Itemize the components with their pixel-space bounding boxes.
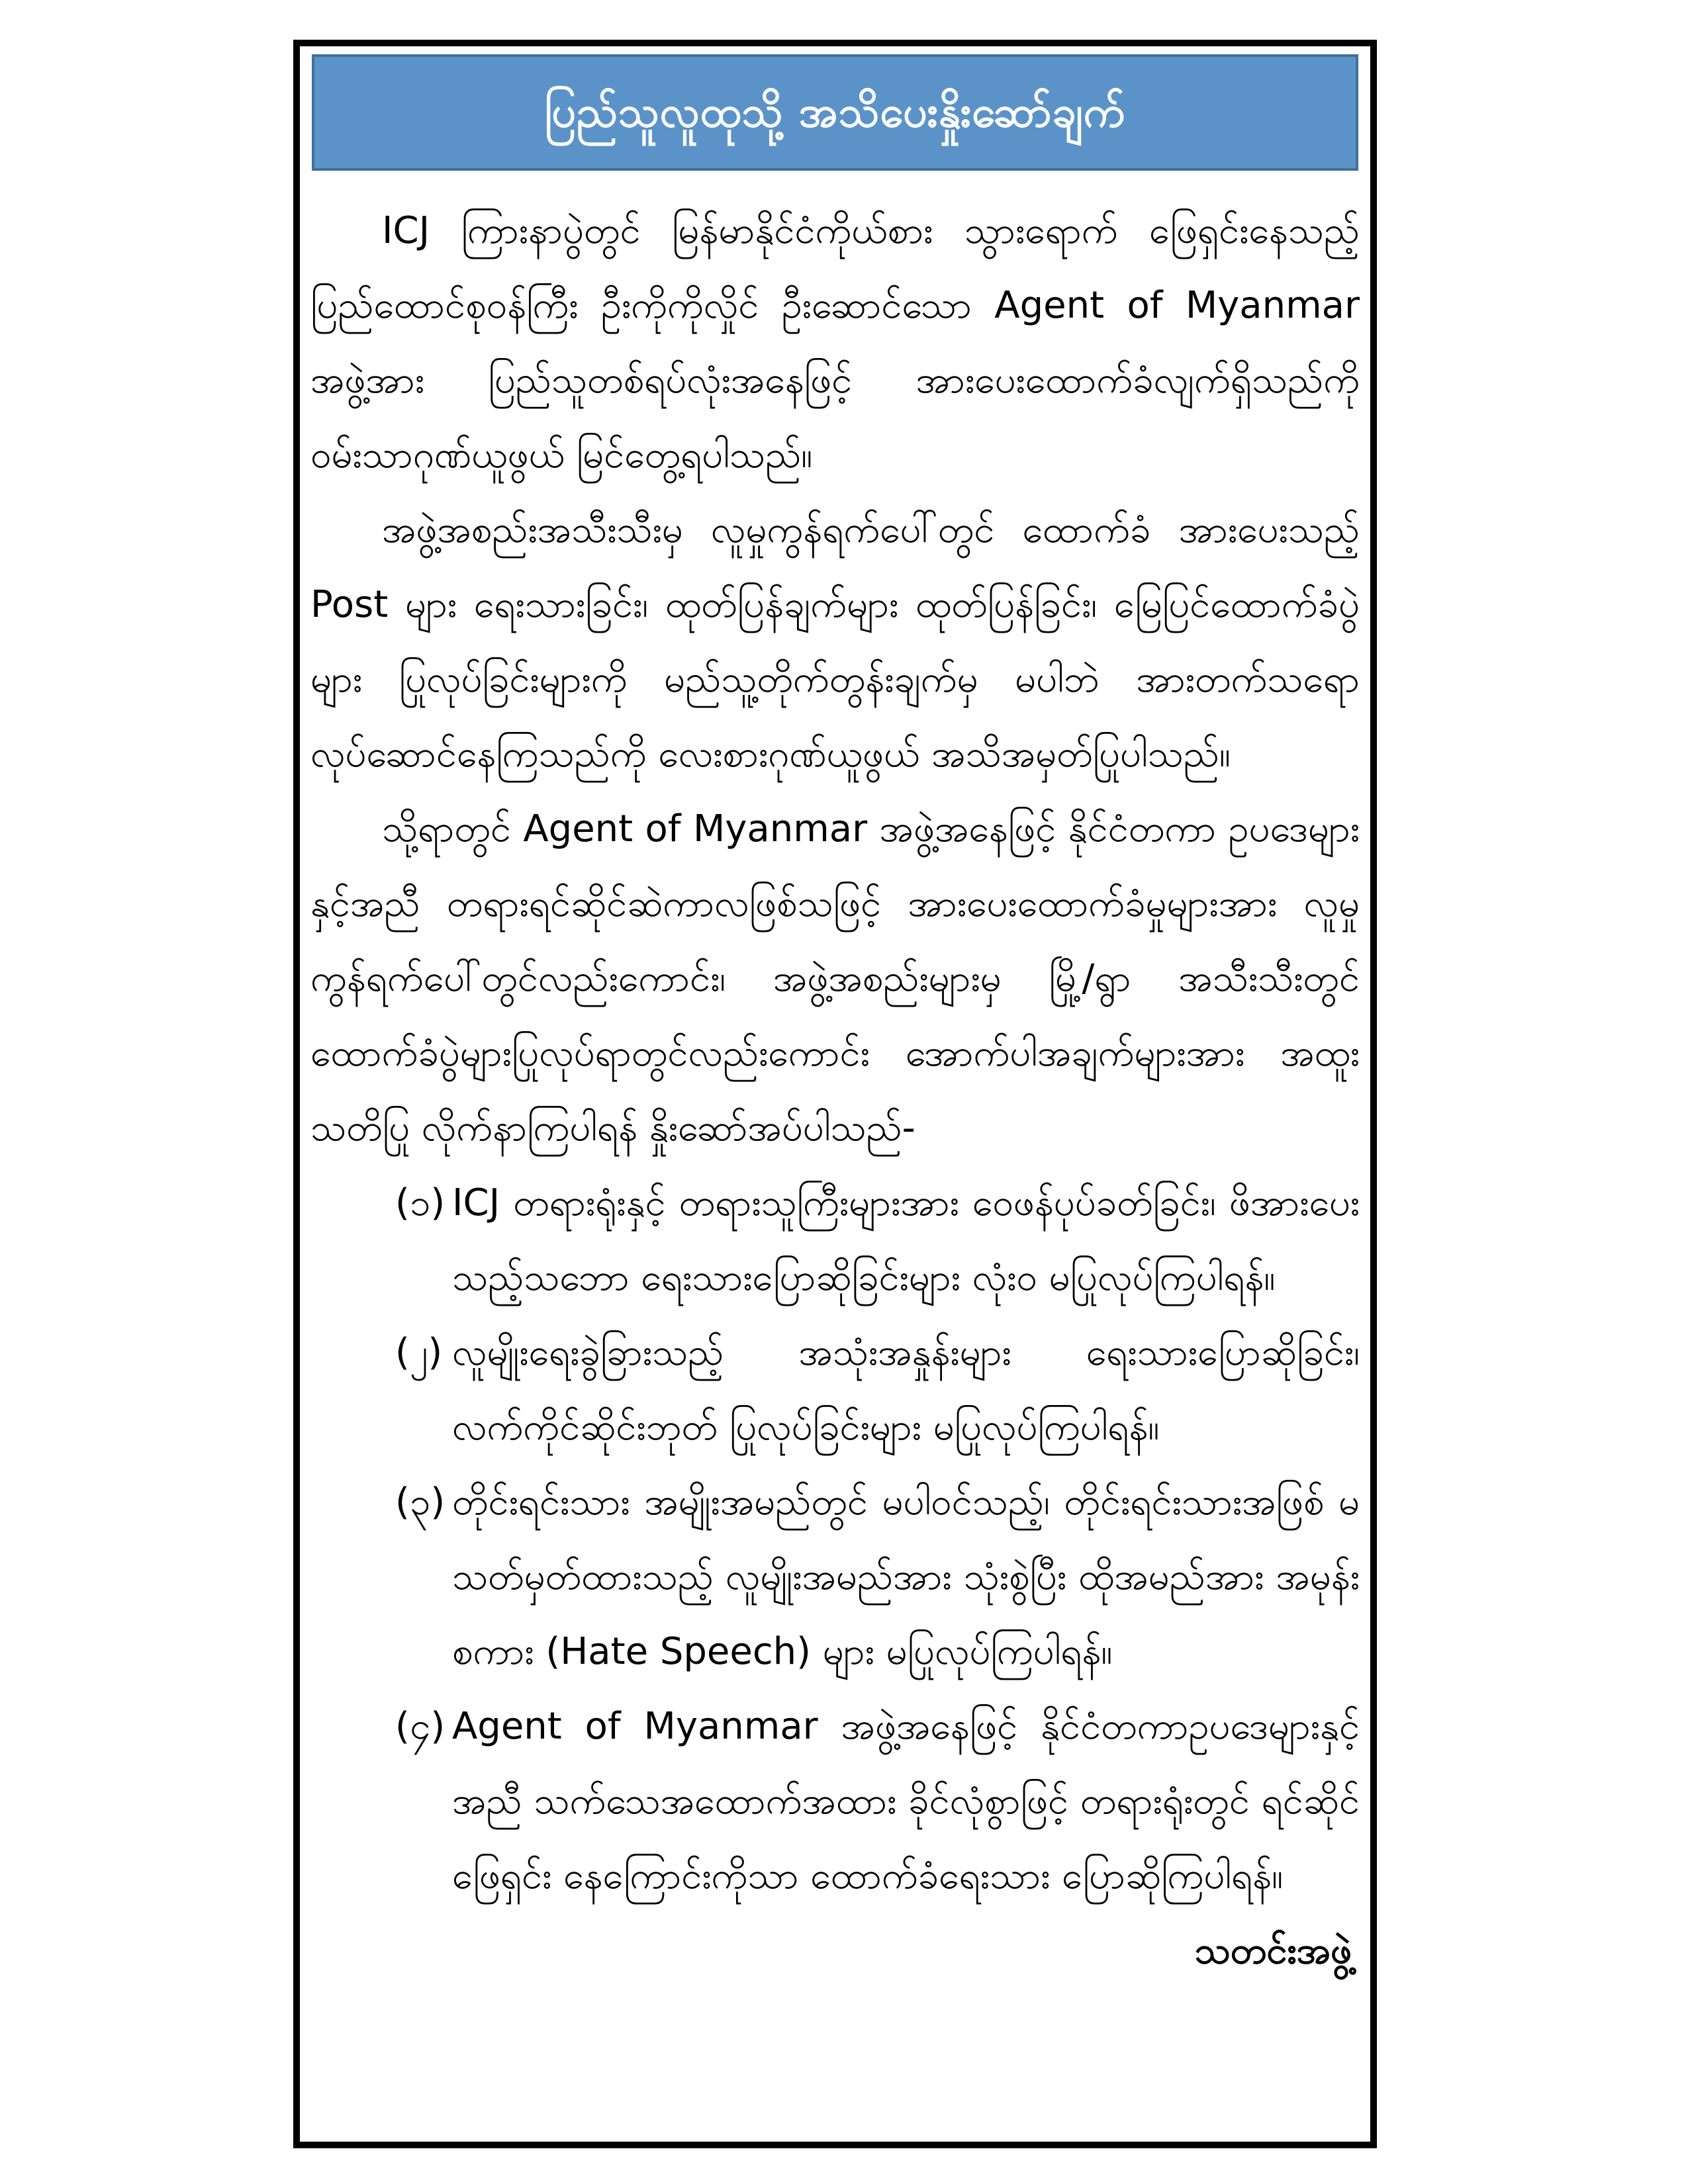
page-title: ပြည်သူလူထုသို့ အသိပေးနှိုးဆော်ချက် [544,87,1126,137]
list-item-2 [395,1315,1360,1465]
list-item-1-number: (၁) [395,1181,445,1224]
list-item-4 [395,1689,1360,1913]
list-item-2-text: လူမျိုးရေးခွဲခြားသည့် အသုံးအနှုန်းများ ရေးသားပြောဆိုခြင်း၊ လက်ကိုင်ဆိုင်းဘုတ် ပြုလုပ်ခြင်းများ မပြုလုပ်ကြပါရန်။ [452,1331,1360,1449]
list-item-3-number: (၃) [395,1480,445,1524]
title-banner [312,54,1358,171]
list-item-1 [395,1165,1360,1315]
document-frame [293,40,1377,2148]
paragraph-3: သို့ရာတွင် Agent of Myanmar အဖွဲ့အနေဖြင့် နိုင်ငံတကာ ဥပဒေများနှင့်အညီ တရားရင်ဆိုင်ဆဲကာလဖြစ်သဖြင့် အားပေးထောက်ခံမှုများအား လူမှုကွန်ရက်ပေါ်တွင်လည်းကောင်း၊ အဖွဲ့အစည်းများမှ မြို့/ရွာ အသီးသီးတွင် ထောက်ခံပွဲများပြုလုပ်ရာတွင်လည်းကောင်း အောက်ပါအချက်များအား အထူးသတိပြု လိုက်နာကြပါရန် နှိုးဆော်အပ်ပါသည်- [310,807,1360,1150]
numbered-list [310,1165,1360,1913]
list-item-1-text: ICJ တရားရုံးနှင့် တရားသူကြီးများအား ဝေဖန်ပုပ်ခတ်ခြင်း၊ ဖိအားပေးသည့်သဘော ရေးသားပြောဆိုခြင်းများ လုံးဝ မပြုလုပ်ကြပါရန်။ [452,1181,1360,1299]
list-item-3 [395,1465,1360,1689]
paragraph-1: ICJ ကြားနာပွဲတွင် မြန်မာနိုင်ငံကိုယ်စား သွားရောက် ဖြေရှင်းနေသည့် ပြည်ထောင်စုဝန်ကြီး ဦးကိုကိုလှိုင် ဦးဆောင်သော Agent of Myanmar အဖွဲ့အား ပြည်သူတစ်ရပ်လုံးအနေဖြင့် အားပေးထောက်ခံလျက်ရှိသည်ကို ဝမ်းသာဂုဏ်ယူဖွယ် မြင်တွေ့ရပါသည်။ [310,209,1360,477]
list-item-3-text: တိုင်းရင်းသား အမျိုးအမည်တွင် မပါဝင်သည့်၊ တိုင်းရင်းသားအဖြစ် မသတ်မှတ်ထားသည့် လူမျိုးအမည်အား သုံးစွဲပြီး ထိုအမည်အား အမုန်းစကား (Hate Speech) များ မပြုလုပ်ကြပါရန်။ [452,1480,1360,1673]
list-item-2-number: (၂) [395,1331,443,1374]
document-body [310,193,1360,1988]
list-item-4-text: Agent of Myanmar အဖွဲ့အနေဖြင့် နိုင်ငံတကာဥပဒေများနှင့်အညီ သက်သေအထောက်အထား ခိုင်လုံစွာဖြင့် တရားရုံးတွင် ရင်ဆိုင်ဖြေရှင်း နေကြောင်းကိုသာ ထောက်ခံရေးသား ပြောဆိုကြပါရန်။ [452,1705,1360,1897]
paragraph-2: အဖွဲ့အစည်းအသီးသီးမှ လူမှုကွန်ရက်ပေါ်တွင် ထောက်ခံ အားပေးသည့် Post များ ရေးသားခြင်း၊ ထုတ်ပြန်ချက်များ ထုတ်ပြန်ခြင်း၊ မြေပြင်ထောက်ခံပွဲများ ပြုလုပ်ခြင်းများကို မည်သူ့တိုက်တွန်းချက်မှ မပါဘဲ အားတက်သရော လုပ်ဆောင်နေကြသည်ကို လေးစားဂုဏ်ယူဖွယ် အသိအမှတ်ပြုပါသည်။ [310,508,1360,776]
signature-news-team: သတင်းအဖွဲ့ [1194,1929,1352,1972]
list-item-4-number: (၄) [395,1705,445,1748]
